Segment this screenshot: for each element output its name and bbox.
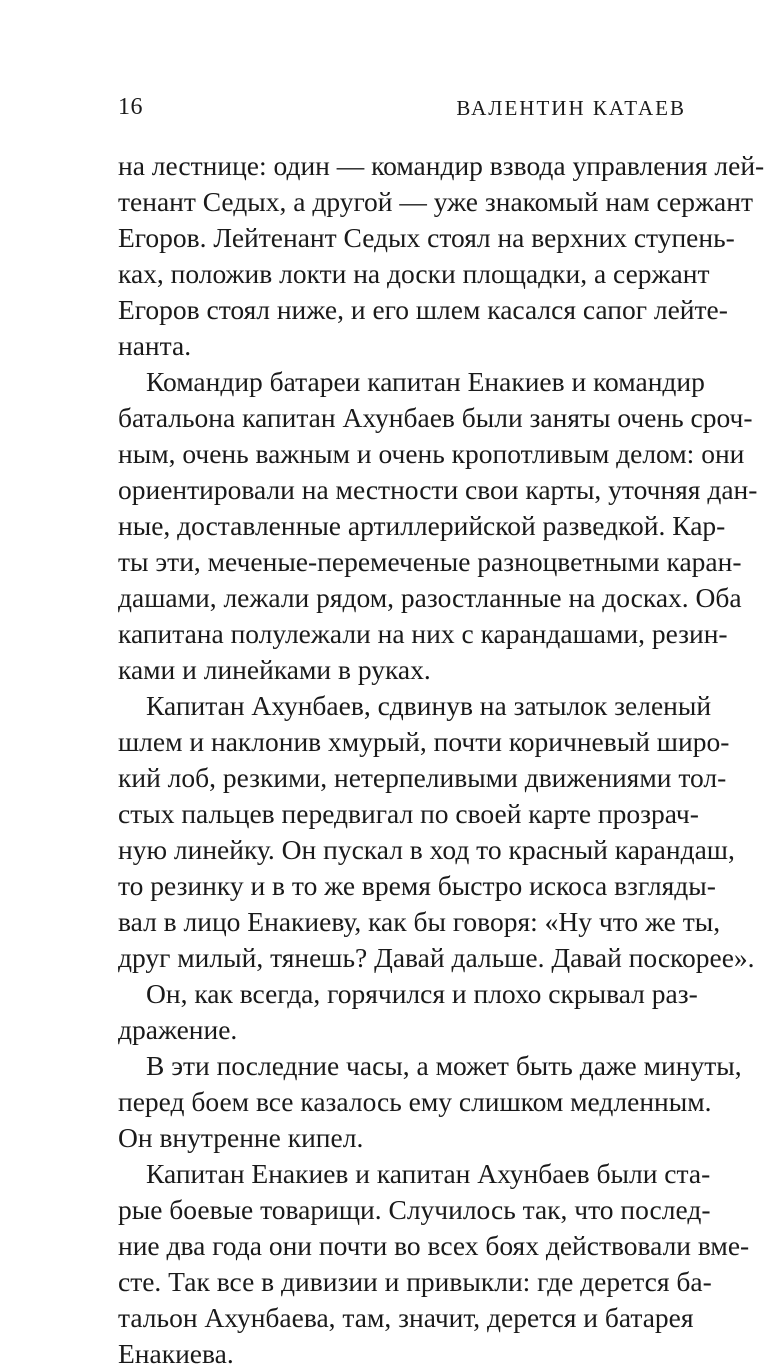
text-line: Егоров. Лейтенант Седых стоял на верхних ступень- <box>118 222 735 253</box>
text-line: дражение. <box>118 1014 238 1045</box>
text-line: батальона капитан Ахунбаев были заняты очень сроч- <box>118 402 753 433</box>
page-number: 16 <box>118 94 143 120</box>
text-line: ным, очень важным и очень кропотливым делом: они <box>118 438 745 469</box>
text-line: Командир батареи капитан Енакиев и командир <box>146 366 705 397</box>
text-line: Он, как всегда, горячился и плохо скрывал раз- <box>146 978 698 1009</box>
text-line: кий лоб, резкими, нетерпеливыми движениями тол- <box>118 762 727 793</box>
text-line: капитана полулежали на них с карандашами, резин- <box>118 618 728 649</box>
text-line: вал в лицо Енакиеву, как бы говоря: «Ну что же ты, <box>118 906 721 937</box>
text-line: В эти последние часы, а может быть даже минуты, <box>146 1050 742 1081</box>
text-line: Енакиева. <box>118 1338 234 1369</box>
text-line: нанта. <box>118 330 192 361</box>
text-line: Егоров стоял ниже, и его шлем касался сапог лейте- <box>118 294 728 325</box>
page-header <box>118 94 686 124</box>
text-line: ты эти, меченые-перемеченые разноцветными каран- <box>118 546 742 577</box>
text-line: то резинку и в то же время быстро искоса взгляды- <box>118 870 716 901</box>
body-text <box>118 148 765 1372</box>
paragraph <box>118 1156 750 1372</box>
text-line: Он внутренне кипел. <box>118 1122 364 1153</box>
paragraph <box>118 1048 742 1156</box>
text-line: ние два года они почти во всех боях действовали вме- <box>118 1230 750 1261</box>
text-line: тальон Ахунбаева, там, значит, дерется и батарея <box>118 1302 694 1333</box>
text-line: Капитан Ахунбаев, сдвинув на затылок зеленый <box>146 690 712 721</box>
text-line: перед боем все казалось ему слишком медленным. <box>118 1086 712 1117</box>
paragraph <box>118 148 765 364</box>
text-line: стых пальцев передвигал по своей карте прозрач- <box>118 798 699 829</box>
text-line: дашами, лежали рядом, разостланные на досках. Оба <box>118 582 742 613</box>
text-line: Капитан Енакиев и капитан Ахунбаев были ста- <box>146 1158 711 1189</box>
text-line: шлем и наклонив хмурый, почти коричневый широ- <box>118 726 730 757</box>
text-line: друг милый, тянешь? Давай дальше. Давай поскорее». <box>118 942 755 973</box>
text-line: ные, доставленные артиллерийской разведкой. Кар- <box>118 510 726 541</box>
text-line: ориентировали на местности свои карты, уточняя дан- <box>118 474 758 505</box>
text-line: тенант Седых, а другой — уже знакомый нам сержант <box>118 186 753 217</box>
text-line: ках, положив локти на доски площадки, а сержант <box>118 258 710 289</box>
text-line: ками и линейками в руках. <box>118 654 431 685</box>
paragraph <box>118 364 758 688</box>
text-line: ную линейку. Он пускал в ход то красный карандаш, <box>118 834 735 865</box>
paragraph <box>118 688 755 976</box>
text-line: на лестнице: один — командир взвода управления лей- <box>118 150 765 181</box>
text-line: сте. Так все в дивизии и привыкли: где дерется ба- <box>118 1266 712 1297</box>
text-line: рые боевые товарищи. Случилось так, что послед- <box>118 1194 711 1225</box>
running-head-author: ВАЛЕНТИН КАТАЕВ <box>456 96 686 120</box>
paragraph <box>118 976 698 1048</box>
